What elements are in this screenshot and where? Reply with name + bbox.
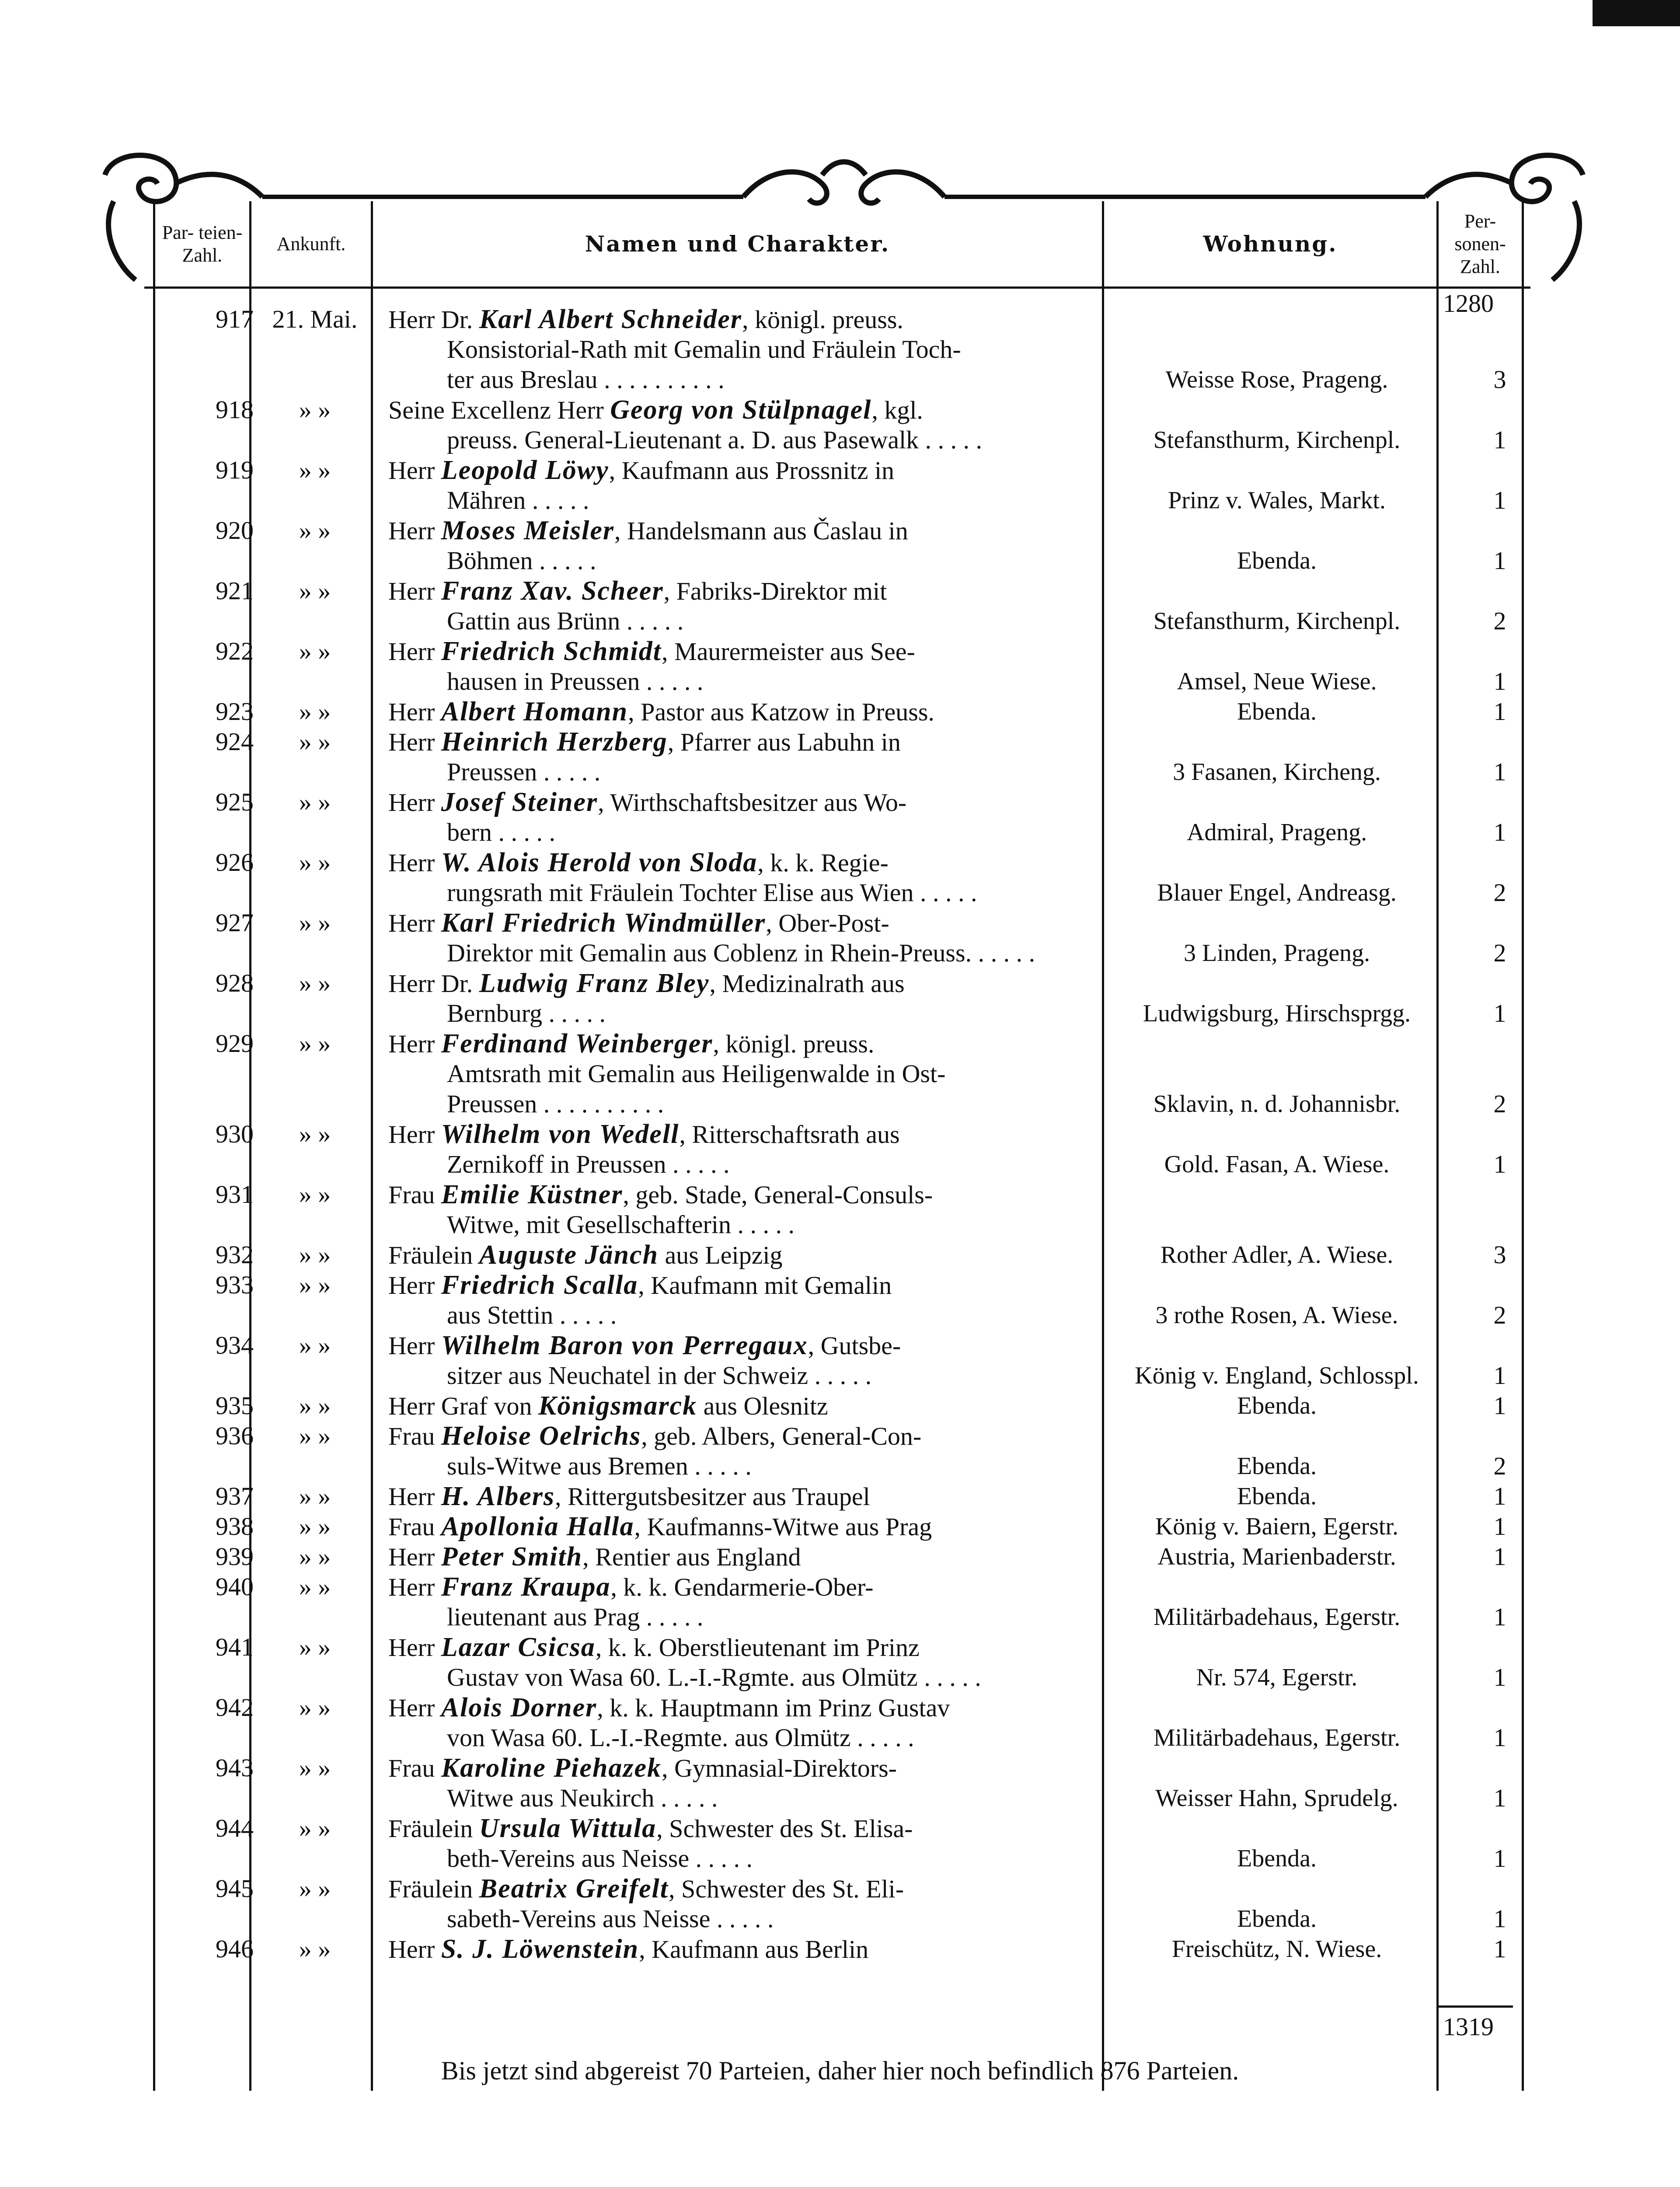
entry-title: Herr — [388, 909, 441, 937]
entry-description-cont: Amtsrath mit Gemalin aus Heiligenwalde in Ost- — [447, 1059, 946, 1088]
entry-description: , königl. preuss. — [713, 1030, 875, 1058]
entry-name-line — [388, 727, 1088, 757]
entry-name-line — [388, 636, 1088, 667]
entry-number: 933 — [216, 1271, 254, 1299]
entry-persons: 1 — [1493, 697, 1506, 726]
entry-person-name: Albert Homann — [441, 697, 628, 727]
entry-name-line — [388, 515, 1088, 546]
entry-description-cont: Preussen . . . . . . . . . . — [447, 1090, 664, 1118]
entry-description-cont: beth-Vereins aus Neisse . . . . . — [447, 1844, 753, 1873]
entry-description-cont: Witwe aus Neukirch . . . . . — [447, 1784, 718, 1812]
entry-persons: 1 — [1493, 1361, 1506, 1390]
entry-name-line — [388, 1934, 1088, 1964]
entry-name-line — [388, 1572, 1088, 1602]
entry-persons: 1 — [1493, 1935, 1506, 1963]
entry-description-cont: preuss. General-Lieutenant a. D. aus Pasewalk . . . . . — [447, 426, 983, 454]
entry-arrival: » » — [299, 1240, 331, 1269]
entry-lodging: Ebenda. — [1237, 1392, 1317, 1419]
entry-arrival: » » — [299, 848, 331, 877]
entry-title: Herr — [388, 788, 441, 817]
entry-persons: 1 — [1493, 999, 1506, 1027]
entry-number: 920 — [216, 516, 254, 545]
entry-arrival: » » — [299, 1180, 331, 1209]
entry-description: , geb. Stade, General-Consuls- — [623, 1181, 933, 1209]
entry-arrival: » » — [299, 1271, 331, 1299]
entry-description-cont: sabeth-Vereins aus Neisse . . . . . — [447, 1904, 774, 1933]
entry-person-name: Moses Meisler — [441, 516, 615, 545]
entry-number: 938 — [216, 1512, 254, 1541]
entry-lodging: Ebenda. — [1237, 547, 1317, 574]
entry-name-line — [388, 1119, 1088, 1149]
entry-lodging: Stefansthurm, Kirchenpl. — [1153, 426, 1401, 454]
entry-number: 918 — [216, 395, 254, 424]
entry-persons: 2 — [1493, 878, 1506, 907]
entry-lodging: Prinz v. Wales, Markt. — [1168, 487, 1386, 514]
entry-person-name: Heinrich Herzberg — [441, 727, 668, 757]
entry-lodging: Blauer Engel, Andreasg. — [1157, 879, 1397, 906]
entry-description: , Kaufmanns-Witwe aus Prag — [634, 1513, 932, 1541]
entry-description-cont: suls-Witwe aus Bremen . . . . . — [447, 1452, 752, 1480]
entry-description: , Maurermeister aus See- — [662, 637, 915, 666]
entry-description-cont: ter aus Breslau . . . . . . . . . . — [447, 365, 725, 394]
entry-lodging: Stefansthurm, Kirchenpl. — [1153, 608, 1401, 635]
entry-number: 923 — [216, 697, 254, 726]
entry-name-line — [388, 1632, 1088, 1663]
entry-persons: 2 — [1493, 1090, 1506, 1118]
entry-description: , Kaufmann mit Gemalin — [638, 1271, 892, 1300]
header-ankunft: Ankunft. — [276, 233, 346, 255]
entry-lodging: 3 Fasanen, Kircheng. — [1173, 758, 1381, 786]
entry-arrival: » » — [299, 1482, 331, 1510]
entry-lodging: Austria, Marienbaderstr. — [1157, 1543, 1396, 1570]
entry-persons: 2 — [1493, 1452, 1506, 1480]
entry-description: , königl. preuss. — [742, 305, 903, 334]
entry-title: Herr — [388, 1482, 441, 1511]
entry-title: Herr — [388, 849, 441, 877]
entry-description-cont: hausen in Preussen . . . . . — [447, 667, 704, 695]
entry-name-line — [388, 847, 1088, 878]
entry-person-name: Wilhelm Baron von Perregaux — [441, 1331, 808, 1360]
entry-arrival: » » — [299, 1391, 331, 1420]
entry-name-line — [388, 1240, 1088, 1270]
entry-description: aus Leipzig — [658, 1241, 783, 1269]
entry-title: Herr — [388, 698, 441, 726]
entry-person-name: W. Alois Herold von Sloda — [441, 848, 758, 877]
entry-number: 940 — [216, 1572, 254, 1601]
entry-persons: 1 — [1493, 818, 1506, 846]
entry-title: Frau — [388, 1513, 441, 1541]
entry-arrival: » » — [299, 788, 331, 816]
entry-title: Herr — [388, 1694, 441, 1722]
entry-description-cont: Direktor mit Gemalin aus Coblenz in Rhein-Preuss. . . . . . — [447, 939, 1035, 967]
entry-arrival: » » — [299, 1814, 331, 1842]
entry-lodging: Militärbadehaus, Egerstr. — [1153, 1604, 1401, 1631]
entry-name-line — [388, 1421, 1088, 1451]
entry-description: , k. k. Regie- — [757, 849, 889, 877]
entry-title: Herr — [388, 1120, 441, 1149]
entry-title: Fräulein — [388, 1814, 479, 1843]
footer-summary: Bis jetzt sind abgereist 70 Parteien, daher hier noch befindlich 876 Parteien. — [441, 2056, 1239, 2085]
entry-name-line — [388, 1330, 1088, 1361]
entry-person-name: Georg von Stülpnagel — [610, 395, 872, 425]
entry-arrival: » » — [299, 576, 331, 605]
entry-description: , k. k. Oberstlieutenant im Prinz — [595, 1633, 920, 1662]
entry-title: Herr — [388, 1633, 441, 1662]
entry-name-line — [388, 576, 1088, 606]
entry-persons: 2 — [1493, 607, 1506, 635]
entry-lodging: Militärbadehaus, Egerstr. — [1153, 1724, 1401, 1751]
rule-col3 — [1102, 201, 1104, 2091]
entry-persons: 1 — [1493, 546, 1506, 575]
entry-description: , k. k. Hauptmann im Prinz Gustav — [597, 1694, 950, 1722]
entry-name-line — [388, 1390, 1088, 1421]
entry-lodging: Ebenda. — [1237, 1483, 1317, 1510]
rule-col2 — [371, 201, 373, 2091]
entry-name-line — [388, 1753, 1088, 1783]
entry-number: 935 — [216, 1391, 254, 1420]
entry-number: 929 — [216, 1029, 254, 1058]
entry-description: , Kaufmann aus Berlin — [639, 1935, 869, 1963]
entry-person-name: S. J. Löwenstein — [441, 1934, 639, 1964]
entry-description: , Pastor aus Katzow in Preuss. — [628, 698, 934, 726]
entry-arrival: » » — [299, 1572, 331, 1601]
entry-persons: 1 — [1493, 1663, 1506, 1691]
entry-lodging: Ebenda. — [1237, 1845, 1317, 1872]
entry-title: Herr — [388, 456, 441, 485]
entry-lodging: Ebenda. — [1237, 1453, 1317, 1480]
entry-name-line — [388, 304, 1088, 335]
entry-arrival: » » — [299, 908, 331, 937]
total-rule — [1439, 2005, 1513, 2008]
entry-name-line — [388, 696, 1088, 727]
entry-lodging: Admiral, Prageng. — [1186, 819, 1367, 846]
entry-lodging: 3 Linden, Prageng. — [1183, 940, 1370, 967]
entry-person-name: Ludwig Franz Bley — [479, 968, 710, 998]
entry-title: Frau — [388, 1422, 441, 1450]
entry-number: 921 — [216, 576, 254, 605]
entry-number: 937 — [216, 1482, 254, 1510]
entry-arrival: 21. Mai. — [272, 305, 358, 333]
entry-person-name: Ferdinand Weinberger — [441, 1029, 713, 1059]
entry-description: , geb. Albers, General-Con- — [641, 1422, 922, 1450]
entry-description-cont: Preussen . . . . . — [447, 758, 601, 786]
entry-description: aus Olesnitz — [697, 1392, 828, 1420]
entry-description: , Schwester des St. Eli- — [669, 1875, 904, 1903]
entry-arrival: » » — [299, 969, 331, 997]
entry-persons: 1 — [1493, 758, 1506, 786]
entry-lodging: Weisser Hahn, Sprudelg. — [1155, 1785, 1398, 1812]
entry-title: Herr — [388, 637, 441, 666]
entry-person-name: Franz Xav. Scheer — [441, 576, 664, 606]
entry-description: , Pfarrer aus Labuhn in — [667, 728, 901, 756]
end-total: 1319 — [1443, 2012, 1494, 2041]
entry-person-name: Karl Albert Schneider — [479, 304, 742, 334]
entry-number: 922 — [216, 637, 254, 665]
entry-arrival: » » — [299, 1874, 331, 1903]
entry-description-cont: bern . . . . . — [447, 818, 556, 846]
entry-number: 945 — [216, 1874, 254, 1903]
entry-lodging: Sklavin, n. d. Johannisbr. — [1153, 1090, 1401, 1118]
entry-person-name: Apollonia Halla — [441, 1512, 634, 1541]
entry-arrival: » » — [299, 1512, 331, 1541]
entry-person-name: H. Albers — [441, 1481, 555, 1511]
entry-title: Frau — [388, 1754, 441, 1782]
entry-number: 930 — [216, 1120, 254, 1148]
entry-persons: 2 — [1493, 939, 1506, 967]
entry-description: , Kaufmann aus Prossnitz in — [609, 456, 895, 485]
entry-person-name: Beatrix Greifelt — [479, 1874, 669, 1904]
entry-arrival: » » — [299, 1029, 331, 1058]
entry-lodging: Nr. 574, Egerstr. — [1196, 1664, 1358, 1691]
entry-person-name: Heloise Oelrichs — [441, 1421, 641, 1451]
entry-description: , Gymnasial-Direktors- — [662, 1754, 897, 1782]
entry-person-name: Königsmarck — [538, 1391, 697, 1421]
entry-lodging: Freischütz, N. Wiese. — [1171, 1935, 1382, 1963]
entry-description-cont: Bernburg . . . . . — [447, 999, 606, 1027]
entry-title: Frau — [388, 1181, 441, 1209]
entry-description: , Rentier aus England — [582, 1543, 801, 1571]
entry-arrival: » » — [299, 1542, 331, 1571]
entry-description: , Schwester des St. Elisa- — [656, 1814, 913, 1843]
entry-description-cont: Gattin aus Brünn . . . . . — [447, 607, 684, 635]
entry-persons: 1 — [1493, 1391, 1506, 1420]
entry-description: , Gutsbe- — [808, 1331, 901, 1360]
entry-name-line — [388, 1873, 1088, 1904]
entry-lodging: Weisse Rose, Prageng. — [1165, 366, 1388, 393]
entry-number: 928 — [216, 969, 254, 997]
entry-description: , Medizinalrath aus — [709, 969, 905, 998]
entry-arrival: » » — [299, 1331, 331, 1359]
entry-title: Herr — [388, 577, 441, 605]
entry-person-name: Josef Steiner — [441, 787, 598, 817]
entry-title: Herr — [388, 728, 441, 756]
entry-lodging: Rother Adler, A. Wiese. — [1160, 1241, 1394, 1268]
entry-description-cont: rungsrath mit Fräulein Tochter Elise aus Wien . . . . . — [447, 878, 977, 907]
entry-name-line — [388, 1481, 1088, 1512]
entry-person-name: Franz Kraupa — [441, 1572, 611, 1602]
entry-arrival: » » — [299, 1935, 331, 1963]
entry-description-cont: Konsistorial-Rath mit Gemalin und Fräulein Toch- — [447, 335, 961, 363]
entry-name-line — [388, 1179, 1088, 1210]
entry-persons: 1 — [1493, 1150, 1506, 1178]
entry-number: 931 — [216, 1180, 254, 1209]
entry-description: , Handelsmann aus Časlau in — [614, 517, 908, 545]
entry-persons: 1 — [1493, 1482, 1506, 1510]
entry-description-cont: Zernikoff in Preussen . . . . . — [447, 1150, 730, 1178]
entry-description: , Ritterschaftsrath aus — [679, 1120, 900, 1149]
entry-persons: 1 — [1493, 1904, 1506, 1933]
entry-title: Herr — [388, 1030, 441, 1058]
entry-description-cont: Mähren . . . . . — [447, 486, 589, 514]
entry-title: Herr — [388, 1573, 441, 1601]
entry-name-line — [388, 1270, 1088, 1300]
entry-persons: 1 — [1493, 1784, 1506, 1812]
entry-person-name: Friedrich Schmidt — [441, 636, 662, 666]
entry-description-cont: von Wasa 60. L.-I.-Regmte. aus Olmütz . . . . . — [447, 1723, 914, 1752]
entry-number: 946 — [216, 1935, 254, 1963]
header-namen: Namen und Charakter. — [585, 231, 890, 257]
entry-arrival: » » — [299, 1633, 331, 1661]
entry-number: 926 — [216, 848, 254, 877]
entry-number: 919 — [216, 456, 254, 484]
entry-number: 936 — [216, 1422, 254, 1450]
entry-number: 941 — [216, 1633, 254, 1661]
entry-number: 932 — [216, 1240, 254, 1269]
entry-lodging: Ebenda. — [1237, 698, 1317, 725]
entry-number: 924 — [216, 727, 254, 756]
entry-description: , kgl. — [871, 396, 923, 424]
entry-name-line — [388, 1028, 1088, 1059]
entry-title: Herr Graf von — [388, 1392, 539, 1420]
entry-persons: 2 — [1493, 1301, 1506, 1329]
entry-person-name: Leopold Löwy — [441, 455, 609, 485]
entry-description: , Wirthschaftsbesitzer aus Wo- — [598, 788, 907, 817]
entry-lodging: Gold. Fasan, A. Wiese. — [1164, 1151, 1390, 1178]
entry-description-cont: lieutenant aus Prag . . . . . — [447, 1603, 704, 1631]
entry-name-line — [388, 968, 1088, 999]
entry-arrival: » » — [299, 1422, 331, 1450]
entry-description: , Fabriks-Direktor mit — [663, 577, 887, 605]
entry-person-name: Alois Dorner — [441, 1693, 597, 1722]
entry-arrival: » » — [299, 1693, 331, 1722]
entry-lodging: 3 rothe Rosen, A. Wiese. — [1155, 1302, 1398, 1329]
entry-arrival: » » — [299, 516, 331, 545]
entry-name-line — [388, 395, 1088, 425]
entry-person-name: Peter Smith — [441, 1542, 583, 1572]
entry-title: Fräulein — [388, 1241, 479, 1269]
entry-lodging: Ludwigsburg, Hirschsprgg. — [1143, 1000, 1411, 1027]
entry-arrival: » » — [299, 637, 331, 665]
entry-persons: 1 — [1493, 1723, 1506, 1752]
entry-person-name: Lazar Csicsa — [441, 1632, 596, 1662]
entry-person-name: Ursula Wittula — [479, 1813, 657, 1843]
entry-description: , k. k. Gendarmerie-Ober- — [610, 1573, 874, 1601]
entry-persons: 3 — [1493, 365, 1506, 394]
entry-person-name: Wilhelm von Wedell — [441, 1119, 680, 1149]
header-personen: Per- sonen- Zahl. — [1454, 210, 1506, 277]
entry-lodging: Ebenda. — [1237, 1905, 1317, 1932]
rule-left — [153, 201, 155, 2091]
entry-title: Herr Dr. — [388, 305, 479, 334]
entry-lodging: Amsel, Neue Wiese. — [1177, 668, 1377, 695]
entry-number: 939 — [216, 1542, 254, 1571]
corner-mark — [1593, 0, 1680, 26]
entry-persons: 1 — [1493, 486, 1506, 514]
entry-lodging: König v. England, Schlosspl. — [1135, 1362, 1419, 1389]
entry-title: Herr — [388, 517, 441, 545]
entry-persons: 1 — [1493, 1603, 1506, 1631]
entry-arrival: » » — [299, 456, 331, 484]
entry-persons: 1 — [1493, 1844, 1506, 1873]
entry-number: 944 — [216, 1814, 254, 1842]
entry-description-cont: Witwe, mit Gesellschafterin . . . . . — [447, 1210, 795, 1239]
entry-person-name: Friedrich Scalla — [441, 1270, 638, 1300]
header-wohnung: Wohnung. — [1203, 231, 1338, 257]
entry-arrival: » » — [299, 1120, 331, 1148]
entry-title: Herr — [388, 1935, 441, 1963]
entry-title: Herr — [388, 1271, 441, 1300]
entry-arrival: » » — [299, 1754, 331, 1782]
entry-title: Seine Excellenz Herr — [388, 396, 610, 424]
entry-description: , Ober-Post- — [766, 909, 889, 937]
entry-title: Herr Dr. — [388, 969, 479, 998]
entry-number: 934 — [216, 1331, 254, 1359]
entry-description-cont: Gustav von Wasa 60. L.-I.-Rgmte. aus Olmütz . . . . . — [447, 1663, 981, 1691]
entry-person-name: Karoline Piehazek — [441, 1753, 662, 1783]
entry-arrival: » » — [299, 697, 331, 726]
entry-name-line — [388, 455, 1088, 486]
entry-person-name: Karl Friedrich Windmüller — [441, 908, 766, 938]
entry-number: 943 — [216, 1754, 254, 1782]
entry-name-line — [388, 1813, 1088, 1844]
entry-name-line — [388, 908, 1088, 938]
header-underline — [144, 286, 1530, 289]
entry-persons: 3 — [1493, 1240, 1506, 1269]
entry-name-line — [388, 787, 1088, 818]
entry-description-cont: Böhmen . . . . . — [447, 546, 596, 575]
entry-description: , Rittergutsbesitzer aus Traupel — [555, 1482, 870, 1511]
entry-description-cont: sitzer aus Neuchatel in der Schweiz . . . . . — [447, 1361, 872, 1390]
entry-person-name: Emilie Küstner — [441, 1180, 623, 1209]
entry-persons: 1 — [1493, 1512, 1506, 1541]
entry-name-line — [388, 1541, 1088, 1572]
entry-name-line — [388, 1511, 1088, 1542]
entry-description-cont: aus Stettin . . . . . — [447, 1301, 617, 1329]
entry-arrival: » » — [299, 395, 331, 424]
entry-persons: 1 — [1493, 667, 1506, 695]
entry-name-line — [388, 1692, 1088, 1723]
entry-number: 927 — [216, 908, 254, 937]
entry-title: Herr — [388, 1331, 441, 1360]
carry-total: 1280 — [1443, 289, 1494, 318]
header-partei: Par- teien- Zahl. — [162, 221, 243, 266]
entry-number: 942 — [216, 1693, 254, 1722]
entry-lodging: König v. Baiern, Egerstr. — [1155, 1513, 1399, 1540]
entry-title: Herr — [388, 1543, 441, 1571]
entry-title: Fräulein — [388, 1875, 479, 1903]
entry-persons: 1 — [1493, 1542, 1506, 1571]
entry-persons: 1 — [1493, 426, 1506, 454]
entry-number: 925 — [216, 788, 254, 816]
entry-number: 917 — [216, 305, 254, 333]
entry-arrival: » » — [299, 727, 331, 756]
entry-person-name: Auguste Jänch — [479, 1240, 659, 1270]
